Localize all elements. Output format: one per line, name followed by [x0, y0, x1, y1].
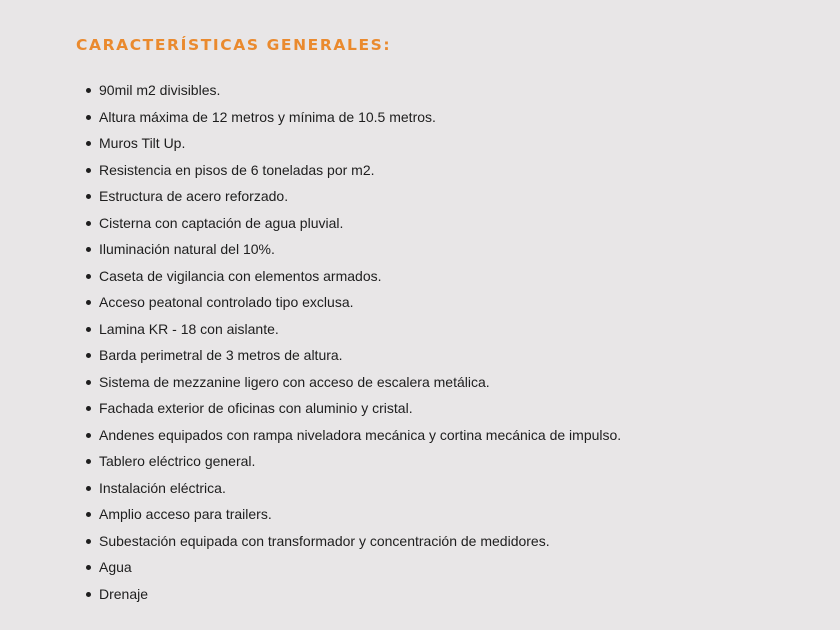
- feature-text: Iluminación natural del 10%.: [99, 241, 275, 257]
- general-features-section: [76, 35, 816, 602]
- bullet-icon: [86, 221, 91, 226]
- feature-text: Barda perimetral de 3 metros de altura.: [99, 347, 343, 363]
- feature-text: Andenes equipados con rampa niveladora mecánica y cortina mecánica de impulso.: [99, 426, 622, 443]
- bullet-icon: [86, 565, 91, 570]
- feature-list-item: [76, 373, 621, 400]
- bullet-icon: [86, 300, 91, 305]
- section-heading: CARACTERÍSTICAS GENERALES:: [76, 36, 392, 54]
- bullet-icon: [86, 406, 91, 411]
- feature-list-item: [76, 426, 621, 453]
- feature-list-item: [76, 267, 621, 294]
- feature-text: Sistema de mezzanine ligero con acceso de escalera metálica.: [99, 373, 490, 390]
- feature-text: Amplio acceso para trailers.: [99, 506, 272, 522]
- bullet-icon: [86, 168, 91, 173]
- feature-list-item: [76, 320, 621, 347]
- feature-text: Subestación equipada con transformador y concentración de medidores.: [99, 532, 550, 549]
- feature-list-item: [76, 214, 621, 241]
- feature-text: Tablero eléctrico general.: [99, 453, 256, 469]
- feature-list-item: [76, 293, 621, 320]
- bullet-icon: [86, 88, 91, 93]
- feature-text: Fachada exterior de oficinas con aluminio y cristal.: [99, 400, 413, 416]
- feature-text: Cisterna con captación de agua pluvial.: [99, 214, 344, 231]
- feature-list-item: [76, 399, 621, 426]
- feature-list-item: [76, 532, 621, 559]
- feature-list-item: [76, 558, 621, 585]
- bullet-icon: [86, 486, 91, 491]
- features-list: [76, 81, 621, 611]
- feature-text: Acceso peatonal controlado tipo exclusa.: [99, 294, 354, 310]
- feature-text: Drenaje: [99, 585, 149, 602]
- feature-list-item: [76, 81, 621, 108]
- feature-text: Caseta de vigilancia con elementos armados.: [99, 267, 382, 284]
- feature-list-item: [76, 240, 621, 267]
- feature-list-item: [76, 187, 621, 214]
- feature-list-item: [76, 452, 621, 479]
- bullet-icon: [86, 274, 91, 279]
- bullet-icon: [86, 247, 91, 252]
- feature-list-item: [76, 479, 621, 506]
- feature-list-item: [76, 346, 621, 373]
- feature-text: Altura máxima de 12 metros y mínima de 10.5 metros.: [99, 108, 436, 125]
- bullet-icon: [86, 433, 91, 438]
- bullet-icon: [86, 194, 91, 199]
- feature-text: Lamina KR - 18 con aislante.: [99, 320, 279, 337]
- feature-text: Agua: [99, 559, 132, 575]
- bullet-icon: [86, 592, 91, 597]
- bullet-icon: [86, 539, 91, 544]
- feature-text: Instalación eléctrica.: [99, 479, 226, 496]
- bullet-icon: [86, 115, 91, 120]
- feature-text: Estructura de acero reforzado.: [99, 188, 289, 204]
- feature-text: 90mil m2 divisibles.: [99, 82, 221, 98]
- feature-text: Resistencia en pisos de 6 toneladas por m2.: [99, 161, 375, 178]
- feature-list-item: [76, 108, 621, 135]
- bullet-icon: [86, 512, 91, 517]
- bullet-icon: [86, 459, 91, 464]
- bullet-icon: [86, 141, 91, 146]
- bullet-icon: [86, 353, 91, 358]
- feature-list-item: [76, 585, 621, 612]
- feature-list-item: [76, 161, 621, 188]
- feature-list-item: [76, 505, 621, 532]
- feature-text: Muros Tilt Up.: [99, 135, 186, 151]
- bullet-icon: [86, 380, 91, 385]
- bullet-icon: [86, 327, 91, 332]
- feature-list-item: [76, 134, 621, 161]
